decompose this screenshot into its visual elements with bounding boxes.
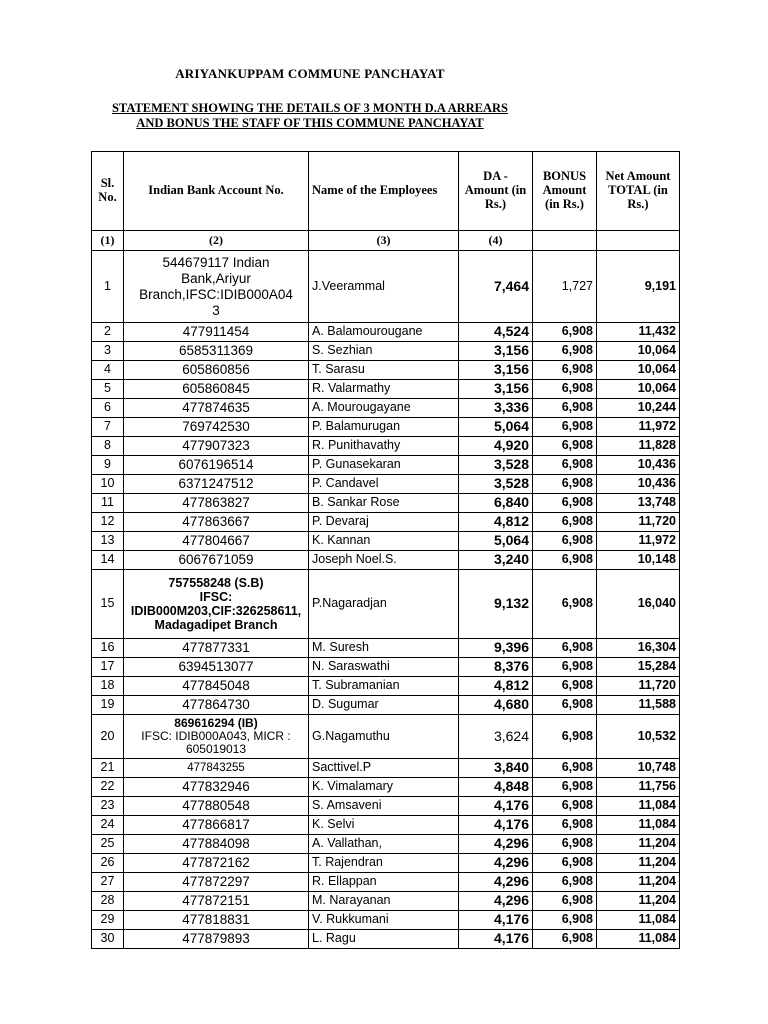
table-row	[92, 361, 680, 380]
net-total: 10,064	[597, 342, 680, 361]
net-total: 11,204	[597, 854, 680, 873]
da-amount: 7,464	[459, 251, 533, 323]
table-row	[92, 456, 680, 475]
net-total: 15,284	[597, 658, 680, 677]
account-line: Bank,Ariyur	[181, 270, 251, 286]
employee-name: N. Saraswathi	[309, 658, 459, 677]
table-row	[92, 551, 680, 570]
employee-name: J.Veerammal	[309, 251, 459, 323]
bonus-amount: 6,908	[533, 456, 597, 475]
table-row	[92, 399, 680, 418]
table-row	[92, 854, 680, 873]
account-number: 477877331	[124, 639, 309, 658]
serial-number: 18	[92, 677, 124, 696]
column-number: (1)	[92, 231, 124, 251]
account-number: 477880548	[124, 797, 309, 816]
serial-number: 29	[92, 911, 124, 930]
net-total: 10,244	[597, 399, 680, 418]
da-amount: 4,296	[459, 873, 533, 892]
employee-name: Sacttivel.P	[309, 759, 459, 778]
da-amount: 4,296	[459, 835, 533, 854]
account-number: 477872151	[124, 892, 309, 911]
account-number: 477845048	[124, 677, 309, 696]
employee-name: T. Subramanian	[309, 677, 459, 696]
bonus-amount: 6,908	[533, 778, 597, 797]
net-total: 11,084	[597, 816, 680, 835]
da-amount: 4,296	[459, 854, 533, 873]
da-amount: 3,336	[459, 399, 533, 418]
table-row	[92, 892, 680, 911]
table-row	[92, 342, 680, 361]
table-row	[92, 475, 680, 494]
da-amount: 4,176	[459, 816, 533, 835]
net-total: 11,204	[597, 835, 680, 854]
employee-name: P. Devaraj	[309, 513, 459, 532]
column-number	[597, 231, 680, 251]
account-line: 3	[212, 302, 220, 318]
account-number: 477843255	[124, 759, 309, 778]
table-row	[92, 494, 680, 513]
employee-name: B. Sankar Rose	[309, 494, 459, 513]
bonus-amount: 6,908	[533, 696, 597, 715]
net-total: 10,436	[597, 456, 680, 475]
employee-name: Joseph Noel.S.	[309, 551, 459, 570]
header-da-amount: DA - Amount (in Rs.)	[459, 152, 533, 231]
table-row	[92, 930, 680, 949]
account-number: 6371247512	[124, 475, 309, 494]
bonus-amount: 6,908	[533, 437, 597, 456]
da-amount: 4,680	[459, 696, 533, 715]
column-number: (4)	[459, 231, 533, 251]
bonus-amount: 1,727	[533, 251, 597, 323]
net-total: 11,972	[597, 418, 680, 437]
table-row	[92, 570, 680, 639]
employee-name: R. Ellappan	[309, 873, 459, 892]
net-total: 11,084	[597, 797, 680, 816]
bonus-amount: 6,908	[533, 494, 597, 513]
bonus-amount: 6,908	[533, 532, 597, 551]
bonus-amount: 6,908	[533, 513, 597, 532]
serial-number: 23	[92, 797, 124, 816]
serial-number: 24	[92, 816, 124, 835]
subtitle-line-2: AND BONUS THE STAFF OF THIS COMMUNE PANCHAYAT	[136, 115, 484, 130]
net-total: 13,748	[597, 494, 680, 513]
bonus-amount: 6,908	[533, 873, 597, 892]
da-amount: 3,156	[459, 361, 533, 380]
bonus-amount: 6,908	[533, 418, 597, 437]
employee-name: G.Nagamuthu	[309, 715, 459, 759]
document-title: ARIYANKUPPAM COMMUNE PANCHAYAT	[175, 66, 445, 81]
da-amount: 3,528	[459, 456, 533, 475]
table-row	[92, 513, 680, 532]
da-amount: 4,176	[459, 930, 533, 949]
serial-number: 28	[92, 892, 124, 911]
employee-name: L. Ragu	[309, 930, 459, 949]
header-employee-name: Name of the Employees	[309, 152, 459, 231]
account-line: 869616294 (IB)	[174, 716, 258, 730]
account-number: 477874635	[124, 399, 309, 418]
net-total: 11,084	[597, 911, 680, 930]
serial-number: 14	[92, 551, 124, 570]
serial-number: 9	[92, 456, 124, 475]
employee-name: A. Mourougayane	[309, 399, 459, 418]
account-number: 605860845	[124, 380, 309, 399]
account-line: IFSC:	[199, 590, 233, 604]
da-amount: 4,296	[459, 892, 533, 911]
employee-name: P. Gunasekaran	[309, 456, 459, 475]
bonus-amount: 6,908	[533, 323, 597, 342]
net-total: 11,756	[597, 778, 680, 797]
da-amount: 4,812	[459, 513, 533, 532]
account-number: 477872162	[124, 854, 309, 873]
serial-number: 17	[92, 658, 124, 677]
bonus-amount: 6,908	[533, 342, 597, 361]
serial-number: 27	[92, 873, 124, 892]
account-line: IDIB000M203,CIF:326258611,	[130, 604, 302, 618]
net-total: 10,436	[597, 475, 680, 494]
bonus-amount: 6,908	[533, 677, 597, 696]
da-amount: 3,156	[459, 342, 533, 361]
account-number: 477863827	[124, 494, 309, 513]
employee-name: P. Balamurugan	[309, 418, 459, 437]
net-total: 11,084	[597, 930, 680, 949]
account-number: 605860856	[124, 361, 309, 380]
column-number	[533, 231, 597, 251]
da-amount: 4,176	[459, 911, 533, 930]
da-amount: 3,840	[459, 759, 533, 778]
bonus-amount: 6,908	[533, 854, 597, 873]
column-number-row	[92, 231, 680, 251]
net-total: 10,064	[597, 380, 680, 399]
employee-name: P.Nagaradjan	[309, 570, 459, 639]
da-amount: 3,156	[459, 380, 533, 399]
employee-name: S. Sezhian	[309, 342, 459, 361]
da-amount: 4,176	[459, 797, 533, 816]
da-amount: 3,240	[459, 551, 533, 570]
serial-number: 21	[92, 759, 124, 778]
serial-number: 4	[92, 361, 124, 380]
employee-name: K. Vimalamary	[309, 778, 459, 797]
serial-number: 3	[92, 342, 124, 361]
bonus-amount: 6,908	[533, 816, 597, 835]
serial-number: 12	[92, 513, 124, 532]
net-total: 11,720	[597, 677, 680, 696]
bonus-amount: 6,908	[533, 892, 597, 911]
net-total: 11,432	[597, 323, 680, 342]
da-amount: 9,396	[459, 639, 533, 658]
account-number: 477907323	[124, 437, 309, 456]
net-total: 11,972	[597, 532, 680, 551]
bonus-amount: 6,908	[533, 930, 597, 949]
account-line: 605019013	[185, 742, 247, 756]
bonus-amount: 6,908	[533, 551, 597, 570]
net-total: 16,040	[597, 570, 680, 639]
employee-name: P. Candavel	[309, 475, 459, 494]
employee-name: V. Rukkumani	[309, 911, 459, 930]
da-amount: 9,132	[459, 570, 533, 639]
serial-number: 22	[92, 778, 124, 797]
account-number: 477879893	[124, 930, 309, 949]
net-total: 11,828	[597, 437, 680, 456]
account-number: 6076196514	[124, 456, 309, 475]
table-row	[92, 418, 680, 437]
table-row	[92, 911, 680, 930]
table-row	[92, 778, 680, 797]
account-number: 477804667	[124, 532, 309, 551]
header-bonus-amount: BONUS Amount (in Rs.)	[533, 152, 597, 231]
account-number: 477864730	[124, 696, 309, 715]
serial-number: 16	[92, 639, 124, 658]
bonus-amount: 6,908	[533, 759, 597, 778]
serial-number: 7	[92, 418, 124, 437]
da-amount: 4,812	[459, 677, 533, 696]
serial-number: 10	[92, 475, 124, 494]
bonus-amount: 6,908	[533, 380, 597, 399]
net-total: 10,064	[597, 361, 680, 380]
account-number	[124, 715, 309, 759]
da-amount: 5,064	[459, 418, 533, 437]
table-row	[92, 437, 680, 456]
serial-number: 6	[92, 399, 124, 418]
da-amount: 3,624	[459, 715, 533, 759]
bonus-amount: 6,908	[533, 361, 597, 380]
header-net-total: Net Amount TOTAL (in Rs.)	[597, 152, 680, 231]
account-line: IFSC: IDIB000A043, MICR :	[141, 729, 291, 743]
bonus-amount: 6,908	[533, 797, 597, 816]
account-number: 477832946	[124, 778, 309, 797]
table-header-row	[92, 152, 680, 231]
account-number	[124, 251, 309, 323]
net-total: 11,204	[597, 892, 680, 911]
header-sl-no: Sl. No.	[92, 152, 124, 231]
net-total: 16,304	[597, 639, 680, 658]
bonus-amount: 6,908	[533, 715, 597, 759]
serial-number: 2	[92, 323, 124, 342]
column-number: (2)	[124, 231, 309, 251]
table-row	[92, 380, 680, 399]
serial-number: 25	[92, 835, 124, 854]
account-line: Branch,IFSC:IDIB000A04	[139, 286, 293, 302]
employee-name: T. Rajendran	[309, 854, 459, 873]
subtitle-line-1: STATEMENT SHOWING THE DETAILS OF 3 MONTH D.A ARREARS	[111, 101, 509, 115]
da-amount: 4,920	[459, 437, 533, 456]
table-row	[92, 677, 680, 696]
bonus-amount: 6,908	[533, 911, 597, 930]
net-total: 9,191	[597, 251, 680, 323]
employee-name: R. Punithavathy	[309, 437, 459, 456]
serial-number: 1	[92, 251, 124, 323]
account-number: 477863667	[124, 513, 309, 532]
account-number	[124, 570, 309, 639]
account-number: 6585311369	[124, 342, 309, 361]
da-amount: 3,528	[459, 475, 533, 494]
table-row	[92, 532, 680, 551]
net-total: 10,748	[597, 759, 680, 778]
account-number: 6067671059	[124, 551, 309, 570]
net-total: 11,204	[597, 873, 680, 892]
table-row	[92, 816, 680, 835]
da-amount: 5,064	[459, 532, 533, 551]
bonus-amount: 6,908	[533, 399, 597, 418]
da-amount: 4,524	[459, 323, 533, 342]
table-row	[92, 696, 680, 715]
serial-number: 5	[92, 380, 124, 399]
table-row	[92, 251, 680, 323]
account-number: 477884098	[124, 835, 309, 854]
account-line: 757558248 (S.B)	[168, 576, 264, 590]
account-line: 544679117 Indian	[162, 254, 270, 270]
employee-name: A. Balamourougane	[309, 323, 459, 342]
employee-name: M. Suresh	[309, 639, 459, 658]
da-amount: 8,376	[459, 658, 533, 677]
account-number: 6394513077	[124, 658, 309, 677]
table-body	[92, 251, 680, 949]
serial-number: 19	[92, 696, 124, 715]
account-number: 477866817	[124, 816, 309, 835]
net-total: 10,148	[597, 551, 680, 570]
table-row	[92, 323, 680, 342]
document-subtitle	[0, 101, 620, 130]
table-row	[92, 658, 680, 677]
net-total: 11,720	[597, 513, 680, 532]
bonus-amount: 6,908	[533, 639, 597, 658]
header-account-no: Indian Bank Account No.	[124, 152, 309, 231]
bonus-amount: 6,908	[533, 835, 597, 854]
employee-name: R. Valarmathy	[309, 380, 459, 399]
account-line: Madagadipet Branch	[154, 618, 278, 632]
serial-number: 15	[92, 570, 124, 639]
serial-number: 13	[92, 532, 124, 551]
table-row	[92, 797, 680, 816]
bonus-amount: 6,908	[533, 475, 597, 494]
employee-name: K. Kannan	[309, 532, 459, 551]
serial-number: 20	[92, 715, 124, 759]
da-amount: 6,840	[459, 494, 533, 513]
table-row	[92, 715, 680, 759]
serial-number: 26	[92, 854, 124, 873]
serial-number: 11	[92, 494, 124, 513]
employee-name: M. Narayanan	[309, 892, 459, 911]
net-total: 10,532	[597, 715, 680, 759]
column-number: (3)	[309, 231, 459, 251]
employee-name: D. Sugumar	[309, 696, 459, 715]
net-total: 11,588	[597, 696, 680, 715]
serial-number: 8	[92, 437, 124, 456]
bonus-amount: 6,908	[533, 570, 597, 639]
account-number: 477818831	[124, 911, 309, 930]
table-row	[92, 873, 680, 892]
account-number: 477911454	[124, 323, 309, 342]
bonus-amount: 6,908	[533, 658, 597, 677]
serial-number: 30	[92, 930, 124, 949]
employee-name: T. Sarasu	[309, 361, 459, 380]
table-row	[92, 835, 680, 854]
da-amount: 4,848	[459, 778, 533, 797]
account-number: 769742530	[124, 418, 309, 437]
table-row	[92, 639, 680, 658]
table-row	[92, 759, 680, 778]
employee-name: A. Vallathan,	[309, 835, 459, 854]
account-number: 477872297	[124, 873, 309, 892]
employee-name: S. Amsaveni	[309, 797, 459, 816]
arrears-table	[91, 151, 680, 949]
employee-name: K. Selvi	[309, 816, 459, 835]
